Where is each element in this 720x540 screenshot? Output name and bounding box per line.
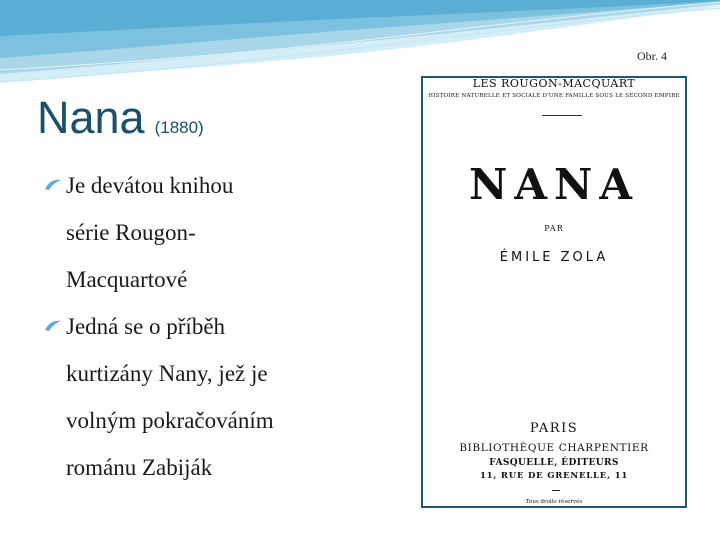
bullet-item [44, 303, 384, 491]
cover-subtitle: HISTOIRE NATURELLE ET SOCIALE D'UNE FAMILLE SOUS LE SECOND EMPIRE [428, 93, 680, 99]
book-cover-image [421, 76, 687, 508]
bullet-line: série Rougon- [66, 220, 196, 245]
cover-rights: Tous droits réservés [525, 499, 583, 505]
bullet-line: Jedná se o příběh [66, 314, 226, 339]
cover-series: LES ROUGON-MACQUART [472, 77, 636, 90]
swoosh-bullet-icon [44, 319, 62, 333]
bullet-line: Macquartové [66, 267, 188, 292]
bullet-line: Je devátou knihou [66, 173, 234, 198]
bullet-line: románu Zabiják [66, 455, 213, 480]
figure-label: Obr. 4 [637, 49, 667, 63]
cover-rule [542, 115, 582, 116]
cover-author: ÉMILE ZOLA [499, 250, 609, 265]
slide-title-year: (1880) [154, 118, 204, 137]
swoosh-bullet-icon [44, 178, 62, 192]
bullet-line: volným pokračováním [66, 408, 274, 433]
slide-title [37, 92, 204, 144]
cover-publisher: BIBLIOTHÈQUE CHARPENTIER [459, 442, 649, 454]
slide-title-main: Nana [37, 92, 145, 143]
cover-place: PARIS [529, 421, 579, 436]
cover-title: NANA [469, 160, 639, 209]
cover-editeurs: FASQUELLE, ÉDITEURS [489, 458, 619, 468]
bullet-item [44, 162, 384, 303]
cover-dash [552, 490, 560, 491]
bullet-line: kurtizány Nany, jež je [66, 361, 268, 386]
bullet-list [44, 162, 384, 491]
cover-address: 11, RUE DE GRENELLE, 11 [479, 471, 629, 481]
cover-by: PAR [544, 224, 564, 233]
